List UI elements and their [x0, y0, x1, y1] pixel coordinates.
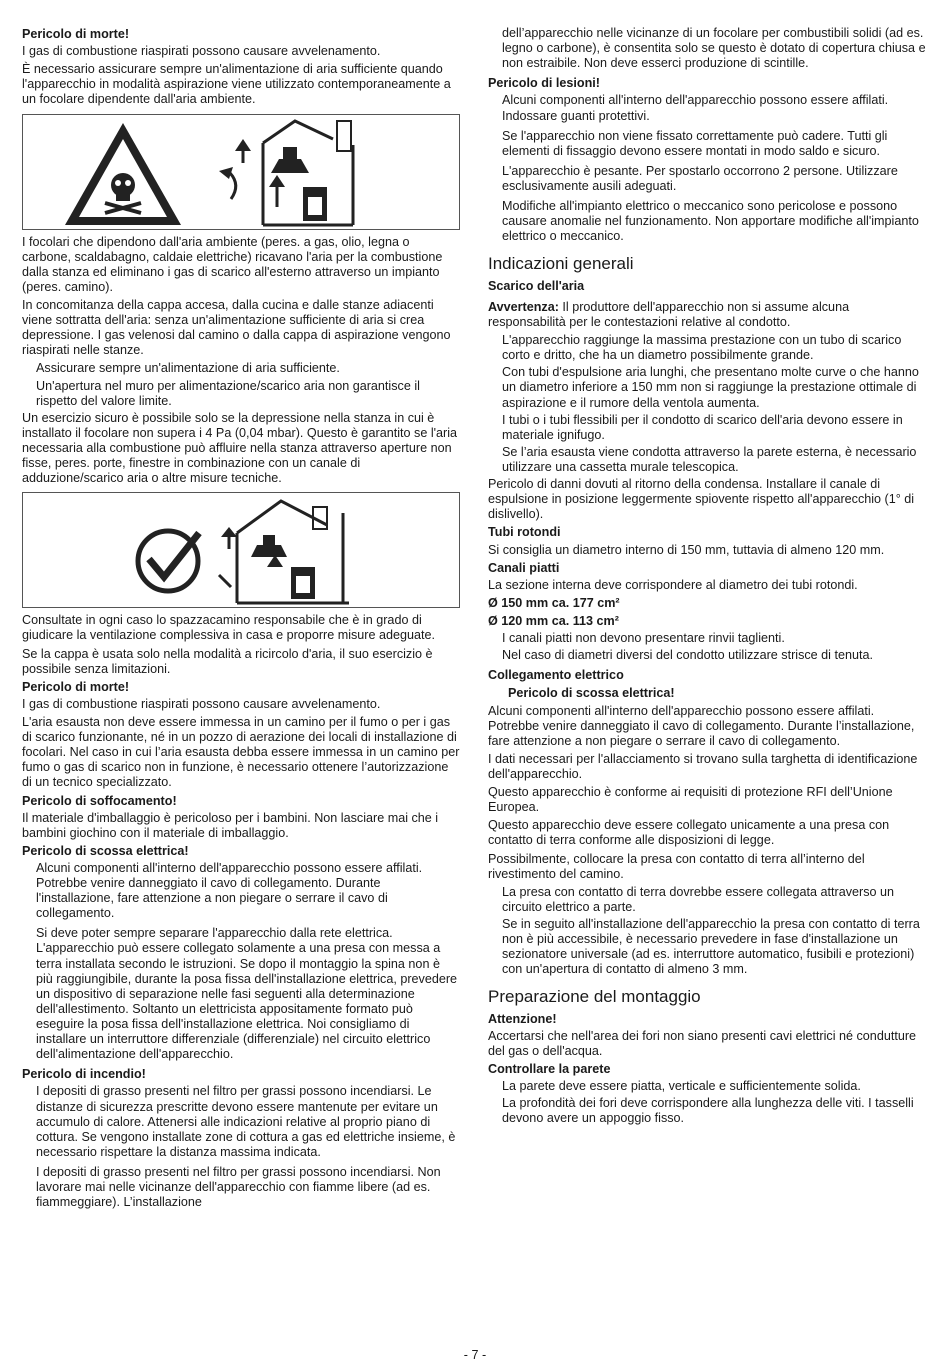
heading-attention: Attenzione! [488, 1011, 557, 1026]
paragraph: Assicurare sempre un'alimentazione di aria sufficiente. [36, 361, 340, 376]
left-column [22, 24, 460, 1215]
ok-illustration [23, 493, 447, 607]
heading-electric-shock-2: Pericolo di scossa elettrica! [508, 686, 675, 701]
paragraph: Alcuni componenti all'interno dell'apparecchio possono essere affilati. Indossare guanti protettivi. [502, 93, 889, 123]
paragraph: Modifiche all'impianto elettrico o meccanico sono pericolose e possono causare anomalie nel funzionamento. Non apportare modifiche all'impianto elettrico o meccanico. [502, 199, 919, 244]
spec-120: Ø 120 mm ca. 113 cm² [488, 614, 619, 628]
heading-danger-death: Pericolo di morte! [22, 27, 130, 41]
warning-figure [22, 114, 460, 230]
paragraph: Se in seguito all'installazione dell'apparecchio la presa con contatto di terra non è più accessibile, è necessario prevedere in fase d'installazione un sezionatore universale (ad es. interruttore automatico, fusibili e protezioni) con un'apertura di contatto di almeno 3 mm. [502, 916, 920, 977]
paragraph: Un esercizio sicuro è possibile solo se la depressione nella stanza in cui è installato il focolare non supera i 4 Pa (0,04 mbar). Questo è garantito se l'aria necessaria alla combustione può affluire nella stanza attraverso aperture non fisse, peres. porte, finestre in combinazione con un canale di adduzione/scarico aria o altre misure tecniche. [22, 410, 458, 486]
warning-illustration [23, 115, 447, 229]
paragraph: L'apparecchio raggiunge la massima prestazione con un tubo di scarico corto e dritto, che ha un diametro possibilmente grande. [502, 333, 902, 363]
paragraph: Si deve poter sempre separare l'apparecchio dalla rete elettrica. L'apparecchio può essere collegato solamente a una presa con messa a terra installata secondo le istruzioni. Se dopo il montaggio la spina non è più raggiungibile, durante la posa fissa dell'installazione elettrica, prevedere un dispositivo di separazione nelle fasi seguenti alla determinazione dell'allestimento. Soltanto un elettricista appositamente formato può eseguire la posa fissa dell'installazione elettrica. Noi consigliamo di installare un interruttore differenziale (differenziale) nel circuito elettrico dell'alimentazione dell'apparecchio. [36, 926, 458, 1062]
paragraph: La profondità dei fori deve corrispondere alla lunghezza delle viti. I tasselli devono avere un appoggio fisso. [502, 1096, 914, 1126]
paragraph: La parete deve essere piatta, verticale e sufficientemente solida. [502, 1079, 861, 1094]
warning-text: Il produttore dell'apparecchio non si assume alcuna responsabilità per le contestazioni relative al condotto. [488, 299, 850, 330]
right-column [488, 26, 926, 1129]
paragraph: Un'apertura nel muro per alimentazione/scarico aria non garantisce il rispetto del valore limite. [36, 378, 420, 408]
ok-figure [22, 492, 460, 608]
paragraph: I tubi o i tubi flessibili per il condotto di scarico dell'aria devono essere in materiale ignifugo. [502, 412, 903, 442]
paragraph: Con tubi d'espulsione aria lunghi, che presentano molte curve o che hanno un diametro inferiore a 150 mm non si raggiunge la prestazione ottimale di aspirazione e il rumore della ventola aumenta. [502, 365, 919, 410]
paragraph: Questo apparecchio deve essere collegato unicamente a una presa con contatto di terra conforme alle disposizioni di legge. [488, 818, 890, 848]
paragraph: Possibilmente, collocare la presa con contatto di terra all’interno del rivestimento del camino. [488, 851, 865, 881]
heading-flat-ducts: Canali piatti [488, 560, 560, 575]
paragraph: Questo apparecchio è conforme ai requisiti di protezione RFI dell’Unione Europea. [488, 785, 893, 815]
paragraph: I gas di combustione riaspirati possono causare avvelenamento. [22, 696, 381, 711]
paragraph: dell’apparecchio nelle vicinanze di un focolare per combustibili solidi (ad es. legno o carbone), è consentita solo se questo è dotato di copertura chiusa e non estraibile. Non deve esserci produzione di scintille. [502, 26, 926, 71]
paragraph: La sezione interna deve corrispondere al diametro dei tubi rotondi. [488, 577, 858, 592]
paragraph: I canali piatti non devono presentare rinvii taglienti. [502, 631, 785, 646]
heading-danger-death-2: Pericolo di morte! [22, 679, 130, 694]
paragraph: Se l’aria esausta viene condotta attraverso la parete esterna, è necessario utilizzare una cassetta murale telescopica. [502, 444, 917, 475]
paragraph: La presa con contatto di terra dovrebbe essere collegata attraverso un circuito elettrico a parte. [502, 884, 895, 914]
paragraph: Se la cappa è usata solo nella modalità a ricircolo d'aria, il suo esercizio è possibile senza limitazioni. [22, 646, 433, 676]
paragraph: L'apparecchio è pesante. Per spostarlo occorrono 2 persone. Utilizzare esclusivamente ausili adeguati. [502, 163, 898, 193]
heading-injury: Pericolo di lesioni! [488, 76, 600, 91]
section-title-general: Indicazioni generali [488, 254, 634, 274]
paragraph: I gas di combustione riaspirati possono causare avvelenamento. [22, 44, 381, 59]
paragraph: Consultate in ogni caso lo spazzacamino responsabile che è in grado di giudicare la ventilazione complessiva in casa e proporre misure adeguate. [22, 613, 436, 643]
paragraph: I depositi di grasso presenti nel filtro per grassi possono incendiarsi. Non lavorare mai nelle vicinanze dell'apparecchio con fiamme libere (ad es. fiammeggiare). L’installazione [36, 1165, 441, 1210]
heading-check-wall: Controllare la parete [488, 1062, 611, 1077]
paragraph: I focolari che dipendono dall'aria ambiente (peres. a gas, olio, legna o carbone, scaldabagno, caldaie elettriche) ricavano l'aria per la combustione dalla stanza ed eliminano i gas di scarico all'esterno attraverso un impianto (peres. camino). [22, 234, 443, 294]
paragraph: Se l'apparecchio non viene fissato correttamente può cadere. Tutti gli elementi di fissaggio devono essere montati in modo saldo e sicuro. [502, 128, 888, 158]
heading-round-pipes: Tubi rotondi [488, 525, 561, 540]
paragraph: Alcuni componenti all'interno dell'apparecchio possono essere affilati. Potrebbe venire danneggiato il cavo di collegamento. Durante l'installazione, fare attenzione a non piegare o serrare il cavo di collegamento. [36, 860, 423, 921]
heading-electrical-connection: Collegamento elettrico [488, 668, 624, 683]
paragraph: Nel caso di diametri diversi del condotto utilizzare strisce di tenuta. [502, 648, 873, 663]
paragraph: In concomitanza della cappa accesa, dalla cucina e dalle stanze adiacenti viene sottratta dell'aria: senza un'alimentazione sufficiente di aria si crea depressione. I gas velenosi dal camino o dalla cappa di aspirazione vengono riaspirati nelle stanze. [22, 297, 451, 358]
heading-electric-shock: Pericolo di scossa elettrica! [22, 843, 189, 858]
paragraph: Il materiale d'imballaggio è pericoloso per i bambini. Non lasciare mai che i bambini giochino con il materiale di imballaggio. [22, 810, 439, 840]
spec-150: Ø 150 mm ca. 177 cm² [488, 595, 620, 610]
paragraph: È necessario assicurare sempre un'alimentazione di aria sufficiente quando l'apparecchio in modalità aspirazione viene utilizzato contemporaneamente a un focolare dipendente dall'aria ambiente. [22, 62, 451, 107]
heading-fire: Pericolo di incendio! [22, 1067, 146, 1082]
paragraph: Pericolo di danni dovuti al ritorno della condensa. Installare il canale di espulsione in posizione leggermente spiovente rispetto all'apparecchio (1° di dislivello). [488, 477, 915, 522]
paragraph [488, 300, 926, 330]
paragraph: Si consiglia un diametro interno di 150 mm, tuttavia di almeno 120 mm. [488, 542, 885, 557]
section-title-preparation: Preparazione del montaggio [488, 987, 701, 1007]
page-number: - 7 - [463, 1348, 487, 1362]
paragraph: Accertarsi che nell'area dei fori non siano presenti cavi elettrici né condutture del gas o dell'acqua. [488, 1028, 917, 1059]
heading-air-exhaust: Scarico dell'aria [488, 278, 585, 293]
heading-suffocation: Pericolo di soffocamento! [22, 793, 177, 808]
warning-label: Avvertenza: [488, 299, 559, 314]
paragraph: L'aria esausta non deve essere immessa in un camino per il fumo o per i gas di scarico funzionante, né in un pozzo di aerazione dei locali di installazione di focolari. Nel caso in cui l’aria esausta debba essere immessa in un camino per fumo o gas di scarico non in funzione, è necessario ottenere l’autorizzazione di un tecnico specializzato. [22, 714, 460, 790]
paragraph: I depositi di grasso presenti nel filtro per grassi possono incendiarsi. Le distanze di sicurezza prescritte devono essere mantenute per evitare un accumulo di calore. Attenersi alle indicazioni relative al proprio piano di cottura. Se vengono installate zone di cottura a gas ed elettriche insieme, è necessario rispettare la distanza massima indicata. [36, 1084, 456, 1159]
paragraph: Alcuni componenti all'interno dell'apparecchio possono essere affilati. Potrebbe venire danneggiato il cavo di collegamento. Durante l’installazione, fare attenzione a non piegare o serrare il cavo di collegamento. [488, 703, 915, 748]
paragraph: I dati necessari per l'allacciamento si trovano sulla targhetta di identificazione dell'apparecchio. [488, 751, 918, 781]
